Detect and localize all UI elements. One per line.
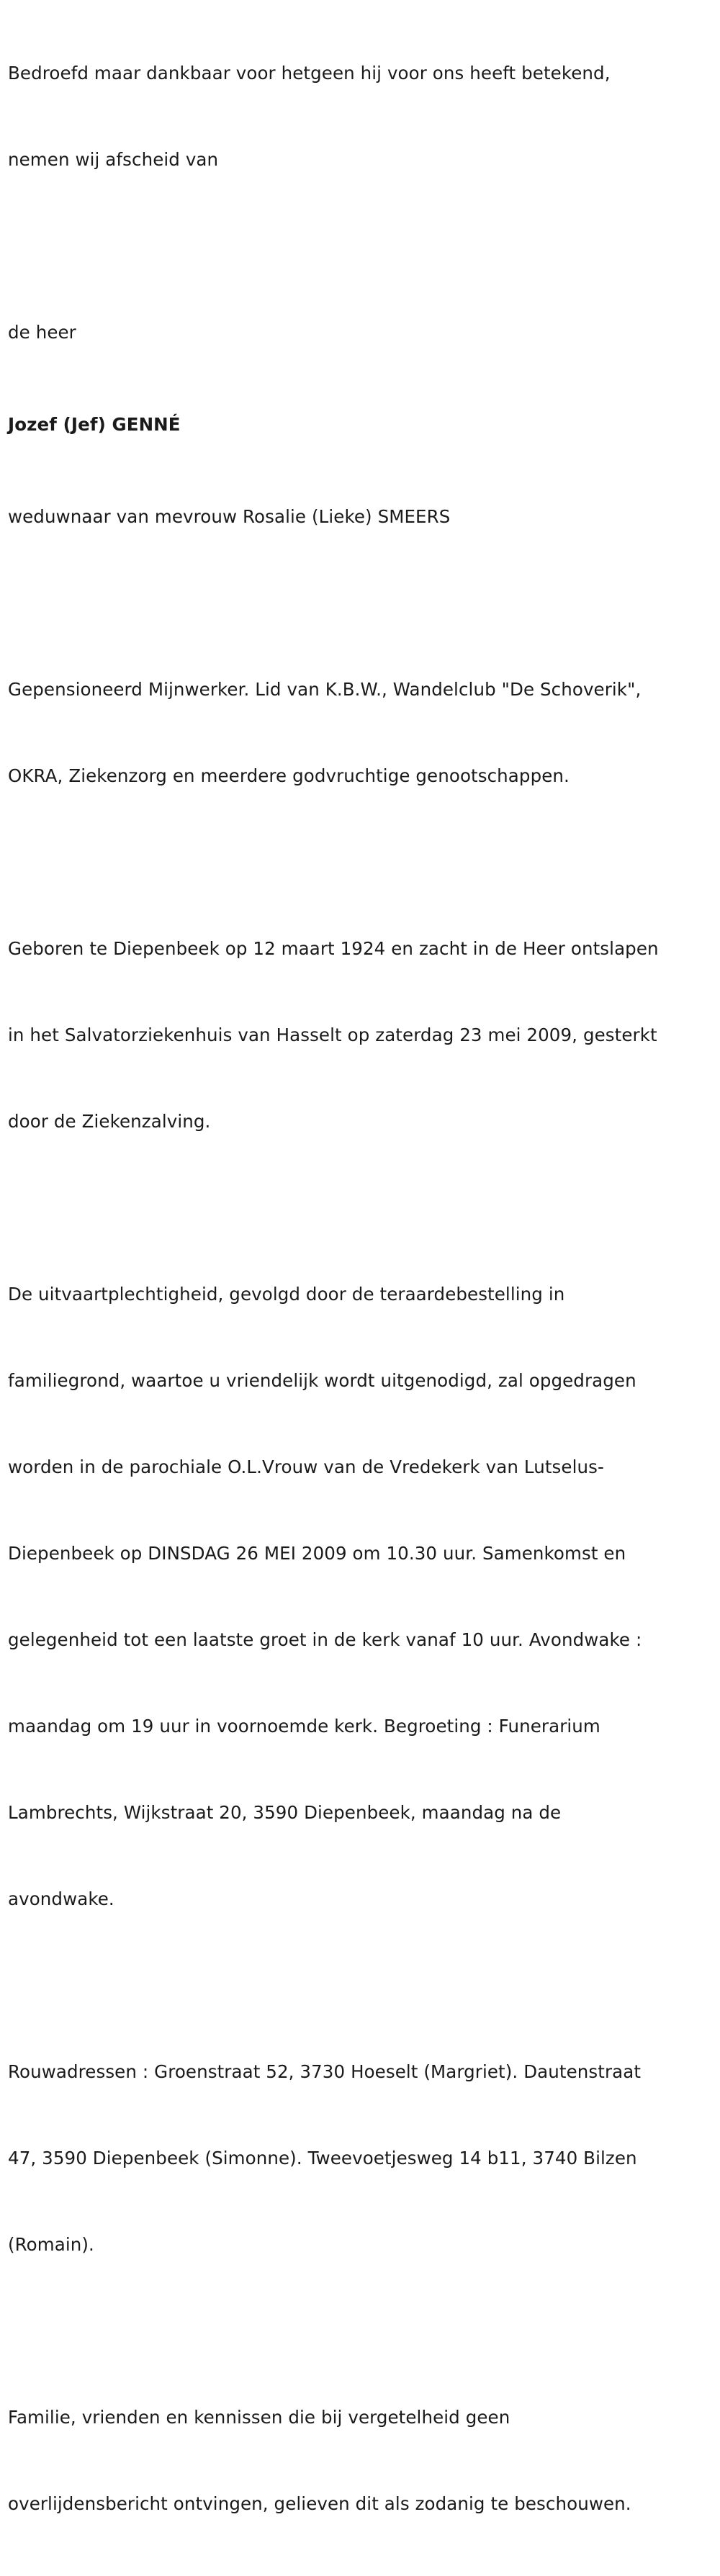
funeral-line-2: familiegrond, waartoe u vriendelijk wordt uitgenodigd, zal opgedragen (8, 1370, 636, 1391)
spacer (8, 232, 710, 261)
funeral-line-6: maandag om 19 uur in voornoemde kerk. Begroeting : Funerarium (8, 1716, 600, 1737)
memberships-line-1: Gepensioneerd Mijnwerker. Lid van K.B.W., Wandelclub "De Schoverik", (8, 679, 642, 700)
closing-line-2: overlijdensbericht ontvingen, gelieven dit als zodanig te beschouwen. (8, 2493, 631, 2514)
spacer (8, 2317, 710, 2346)
obituary-notice (8, 1, 710, 2576)
funeral-paragraph (8, 1222, 710, 1971)
intro-paragraph (8, 1, 710, 232)
funeral-line-3: worden in de parochiale O.L.Vrouw van de Vredekerk van Lutselus- (8, 1456, 604, 1477)
intro-line-1: Bedroefd maar dankbaar voor hetgeen hij voor ons heeft betekend, (8, 63, 611, 84)
addresses-line-2: 47, 3590 Diepenbeek (Simonne). Tweevoetjesweg 14 b11, 3740 Bilzen (8, 2148, 637, 2169)
deceased-name: Jozef (Jef) GENNÉ (8, 414, 181, 435)
funeral-line-7: Lambrechts, Wijkstraat 20, 3590 Diepenbeek, maandag na de (8, 1802, 562, 1823)
closing-line-1: Familie, vrienden en kennissen die bij vergetelheid geen (8, 2407, 510, 2428)
salutation: de heer (8, 322, 76, 343)
spacer (8, 589, 710, 618)
spacer (8, 1971, 710, 2000)
intro-line-2: nemen wij afscheid van (8, 149, 219, 170)
birth-death-line-1: Geboren te Diepenbeek op 12 maart 1924 en zacht in de Heer ontslapen (8, 938, 659, 959)
addresses-line-1: Rouwadressen : Groenstraat 52, 3730 Hoeselt (Margriet). Dautenstraat (8, 2061, 642, 2082)
closing-paragraph (8, 2346, 710, 2576)
deceased-block (8, 261, 710, 589)
memberships-paragraph (8, 618, 710, 848)
funeral-line-1: De uitvaartplechtigheid, gevolgd door de teraardebestelling in (8, 1284, 565, 1305)
birth-death-line-2: in het Salvatorziekenhuis van Hasselt op zaterdag 23 mei 2009, gesterkt (8, 1024, 657, 1045)
funeral-line-8: avondwake. (8, 1888, 114, 1909)
funeral-line-5: gelegenheid tot een laatste groet in de kerk vanaf 10 uur. Avondwake : (8, 1629, 642, 1650)
memberships-line-2: OKRA, Ziekenzorg en meerdere godvruchtige genootschappen. (8, 765, 570, 786)
spacer (8, 848, 710, 877)
addresses-paragraph (8, 2000, 710, 2317)
relation-line: weduwnaar van mevrouw Rosalie (Lieke) SMEERS (8, 506, 451, 527)
spacer (8, 1194, 710, 1222)
addresses-line-3: (Romain). (8, 2234, 94, 2255)
funeral-line-4: Diepenbeek op DINSDAG 26 MEI 2009 om 10.30 uur. Samenkomst en (8, 1543, 626, 1564)
birth-death-line-3: door de Ziekenzalving. (8, 1111, 211, 1132)
birth-death-paragraph (8, 877, 710, 1194)
